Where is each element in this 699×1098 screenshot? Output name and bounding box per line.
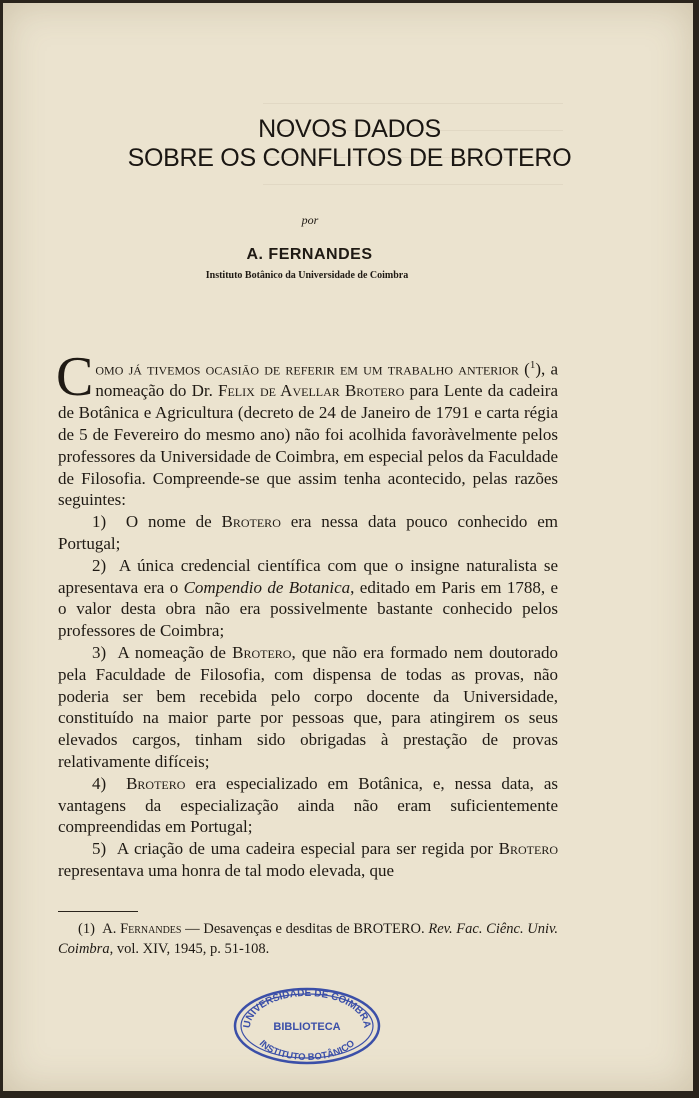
footnote-text-b: , vol. XIV, 1945, p. 51-108. xyxy=(109,941,270,957)
item-text: O nome de xyxy=(125,512,222,532)
item-text: era especializado em Botânica, e, nessa data, as vantagens da especialização ainda não eram suficientemente compreendidas em Portugal; xyxy=(58,773,559,837)
item-number: 3) xyxy=(92,643,107,663)
footnote-author: A. Fernandes xyxy=(102,921,182,937)
author-name: A. FERNANDES xyxy=(246,246,373,263)
opening-paragraph xyxy=(56,346,559,511)
stamp-top-text: UNIVERSIDADE DE COIMBRA xyxy=(241,987,373,1029)
item-text: A nomeação de xyxy=(117,643,233,663)
brotero-full-name: Felix de Avellar Brotero xyxy=(218,381,405,401)
footnote-mark: (1) xyxy=(78,921,95,937)
item-number: 5) xyxy=(92,839,107,859)
stamp-middle-text: BIBLIOTECA xyxy=(273,1021,341,1033)
item-title-italic: Compendio de Botanica xyxy=(183,577,351,597)
footnote xyxy=(58,919,558,959)
footnote-name: BROTERO. xyxy=(353,921,425,937)
item-name: Brotero xyxy=(126,773,186,793)
footnote-divider xyxy=(58,911,138,912)
list-item xyxy=(58,555,558,642)
author-affiliation: Instituto Botânico da Universidade de Coimbra xyxy=(205,270,409,281)
item-text: era nessa data pouco conhecido em Portugal; xyxy=(58,512,559,554)
para1-text-a: omo já tivemos ocasião de referir em um trabalho anterior ( xyxy=(95,359,530,379)
item-text: , editado em Paris em 1788, e o valor desta obra não era possivelmente bastante conhecido pelos professores de Coimbra; xyxy=(58,577,559,641)
article-title-line1: NOVOS DADOS xyxy=(258,115,441,143)
footnote-journal: Rev. Fac. Ciênc. Univ. Coimbra xyxy=(58,921,559,957)
body-text xyxy=(56,346,559,882)
footnote-text-a: — Desavenças e desditas de xyxy=(181,921,354,937)
item-name: Brotero xyxy=(221,512,281,532)
para1-text-c: para Lente da cadeira de Botânica e Agricultura (decreto de 24 de Janeiro de 1791 e carta régia de 5 de Fevereiro do mesmo ano) não foi acolhida favoràvelmente pelos professores da Universidade de Coimbra, em especial pelos da Faculdade de Filosofia. Compreende-se que assim tenha acontecido, pelas razões seguintes: xyxy=(58,381,559,510)
byline-por: por xyxy=(301,213,319,227)
item-text: , que não era formado nem doutorado pela Faculdade de Filosofia, com dispensa de todas as provas, não poderia ser bem recebida pelo corpo docente da Universidade, constituído na maior parte por pessoas que, para atingirem os seus elevados cargos, tinham sido obrigadas à prestação de provas relativamente difíceis; xyxy=(58,643,559,771)
list-item xyxy=(58,511,558,555)
para1-text-b: ), a nomeação do Dr. xyxy=(95,359,558,401)
stamp-bottom-text: INSTITUTO BOTÂNICO xyxy=(256,1038,358,1064)
item-text: A única credencial científica com que o insigne naturalista se apresentava era o xyxy=(58,555,558,597)
item-text: representava uma honra de tal modo elevada, que xyxy=(58,860,395,880)
item-text: A criação de uma cadeira especial para ser regida por xyxy=(116,839,499,859)
item-name: Brotero xyxy=(232,643,292,663)
article-title-line2: SOBRE OS CONFLITOS DE BROTERO xyxy=(127,144,572,172)
library-stamp xyxy=(232,986,382,1066)
list-item xyxy=(58,773,558,838)
drop-cap: C xyxy=(56,346,94,408)
list-item xyxy=(58,838,558,882)
item-number: 1) xyxy=(92,512,107,532)
item-number: 4) xyxy=(92,773,107,793)
item-number: 2) xyxy=(92,555,107,575)
list-item xyxy=(58,642,558,773)
footnote-reference: 1 xyxy=(529,359,536,371)
item-name: Brotero xyxy=(498,839,559,859)
